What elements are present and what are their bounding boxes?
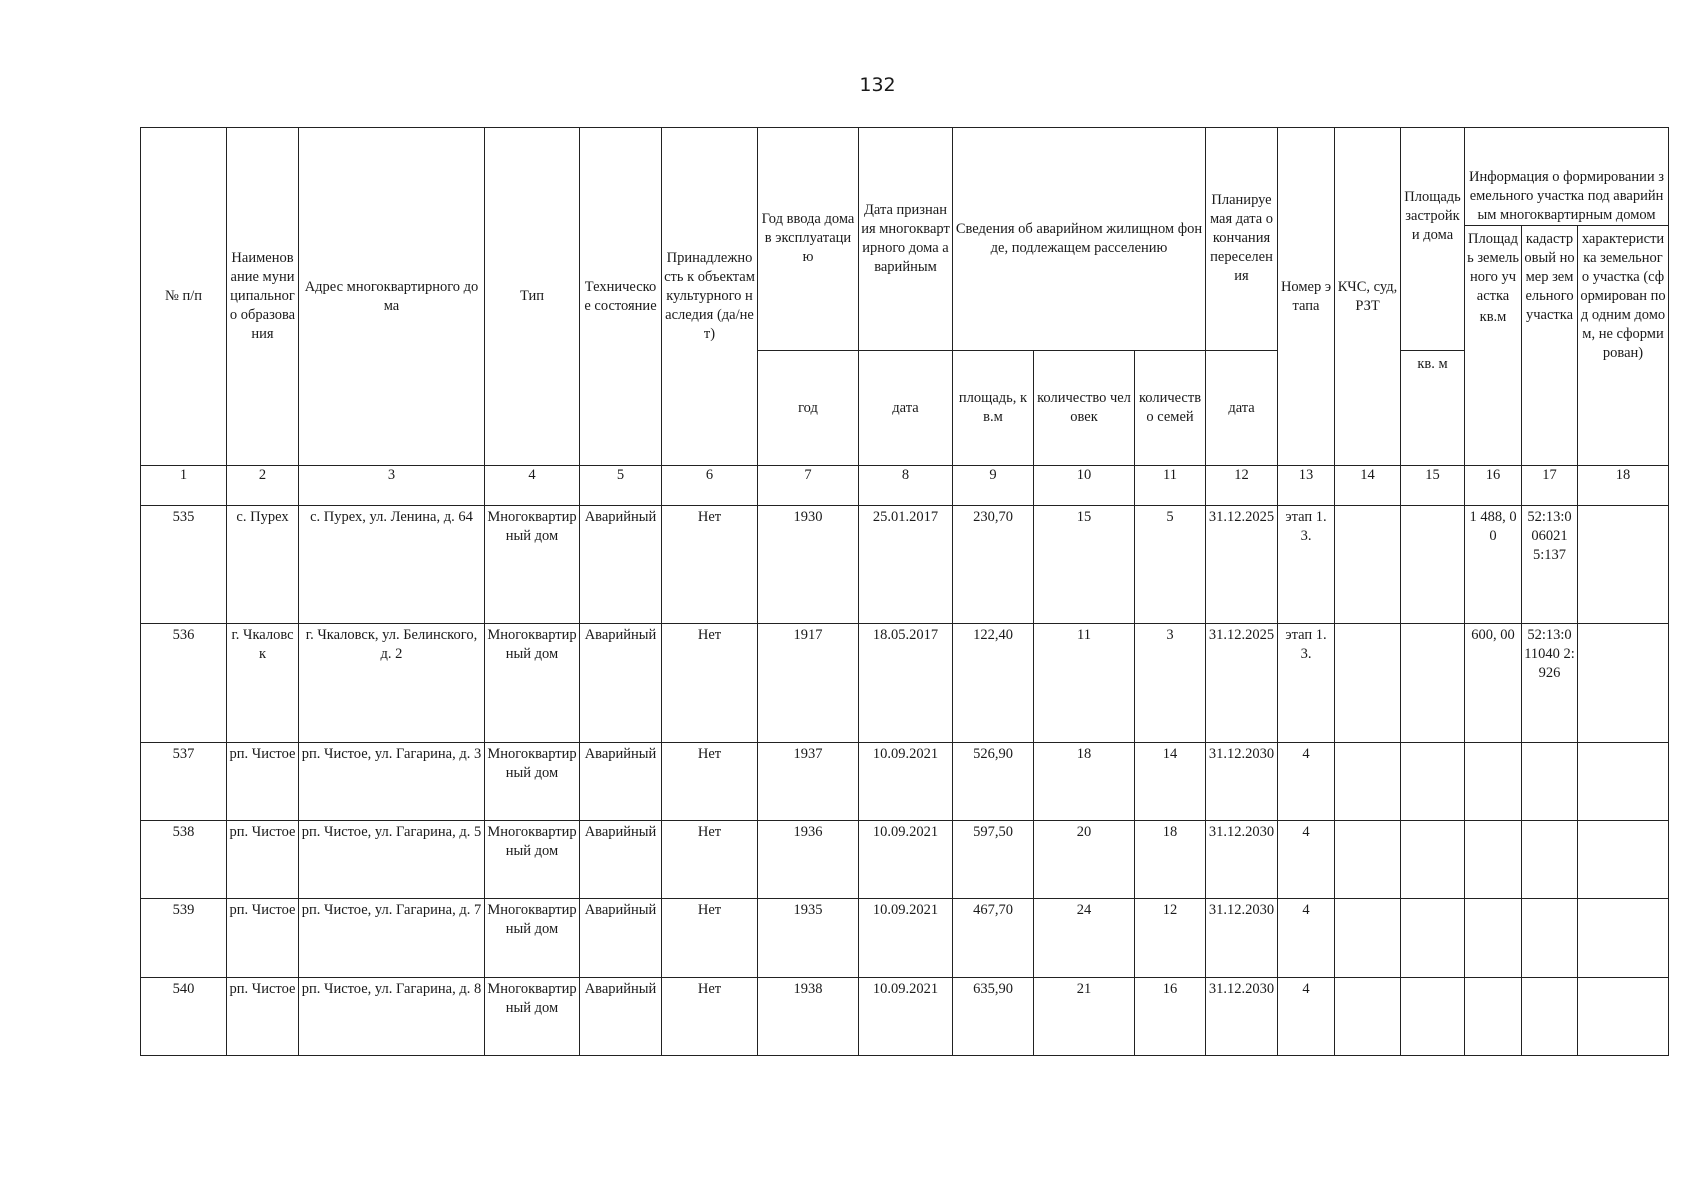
column-number: 10 <box>1034 466 1135 505</box>
column-number: 13 <box>1278 466 1335 505</box>
header-end-date: дата <box>1206 350 1278 465</box>
cell-kchs <box>1335 977 1401 1055</box>
cell-families: 14 <box>1135 742 1206 820</box>
cell-type: Многоквартирный дом <box>485 977 580 1055</box>
cell-number: 537 <box>141 742 227 820</box>
header-commission-year: Год ввода дома в эксплуатацию <box>758 128 859 351</box>
cell-people: 18 <box>1034 742 1135 820</box>
cell-area: 467,70 <box>953 899 1034 977</box>
cell-cadastral-number <box>1522 977 1578 1055</box>
cell-number: 538 <box>141 820 227 898</box>
header-land-area: Площадь земельного участка кв.м <box>1465 226 1522 466</box>
header-unit-building-area: кв. м <box>1401 350 1465 465</box>
header-family-count: количество семей <box>1135 350 1206 465</box>
cell-year: 1937 <box>758 742 859 820</box>
header-people-count: количество человек <box>1034 350 1135 465</box>
cell-date: 10.09.2021 <box>859 820 953 898</box>
cell-number: 539 <box>141 899 227 977</box>
cell-address: рп. Чистое, ул. Гагарина, д. 5 <box>299 820 485 898</box>
column-number: 18 <box>1578 466 1669 505</box>
cell-state: Аварийный <box>580 505 662 624</box>
table-row <box>141 505 1669 624</box>
cell-end-date: 31.12.2025 <box>1206 624 1278 743</box>
cell-state: Аварийный <box>580 820 662 898</box>
column-number: 7 <box>758 466 859 505</box>
cell-state: Аварийный <box>580 899 662 977</box>
cell-building-area <box>1401 820 1465 898</box>
cell-families: 18 <box>1135 820 1206 898</box>
cell-people: 21 <box>1034 977 1135 1055</box>
cell-families: 3 <box>1135 624 1206 743</box>
cell-area: 230,70 <box>953 505 1034 624</box>
cell-stage: этап 1.3. <box>1278 624 1335 743</box>
cell-type: Многоквартирный дом <box>485 505 580 624</box>
cell-municipality: рп. Чистое <box>227 977 299 1055</box>
cell-year: 1917 <box>758 624 859 743</box>
column-number: 2 <box>227 466 299 505</box>
cell-area: 635,90 <box>953 977 1034 1055</box>
cell-state: Аварийный <box>580 624 662 743</box>
cell-cadastral-number: 52:13:011040 2:926 <box>1522 624 1578 743</box>
header-address: Адрес многоквартирного дома <box>299 128 485 466</box>
cell-number: 540 <box>141 977 227 1055</box>
header-land-plot-info: Информация о формировании земельного участка под аварийным многоквартирным домом <box>1465 128 1669 226</box>
header-type: Тип <box>485 128 580 466</box>
column-number: 9 <box>953 466 1034 505</box>
cell-stage: 4 <box>1278 742 1335 820</box>
cell-address: рп. Чистое, ул. Гагарина, д. 7 <box>299 899 485 977</box>
cell-kchs <box>1335 505 1401 624</box>
cell-end-date: 31.12.2030 <box>1206 742 1278 820</box>
column-number: 12 <box>1206 466 1278 505</box>
page-number: 132 <box>859 74 896 96</box>
table-row <box>141 820 1669 898</box>
cell-end-date: 31.12.2030 <box>1206 820 1278 898</box>
table-row <box>141 624 1669 743</box>
cell-heritage: Нет <box>662 505 758 624</box>
cell-land-area: 1 488, 00 <box>1465 505 1522 624</box>
cell-people: 15 <box>1034 505 1135 624</box>
cell-end-date: 31.12.2030 <box>1206 977 1278 1055</box>
cell-building-area <box>1401 505 1465 624</box>
header-cultural-heritage: Принадлежность к объектам культурного наследия (да/нет) <box>662 128 758 466</box>
cell-state: Аварийный <box>580 977 662 1055</box>
cell-type: Многоквартирный дом <box>485 742 580 820</box>
header-emergency-date: Дата признания многоквартирного дома аварийным <box>859 128 953 351</box>
header-emergency-fund: Сведения об аварийном жилищном фонде, подлежащем расселению <box>953 128 1206 351</box>
cell-year: 1938 <box>758 977 859 1055</box>
cell-land-characteristic <box>1578 624 1669 743</box>
header-year: год <box>758 350 859 465</box>
cell-area: 526,90 <box>953 742 1034 820</box>
cell-area: 122,40 <box>953 624 1034 743</box>
cell-municipality: рп. Чистое <box>227 820 299 898</box>
cell-building-area <box>1401 742 1465 820</box>
header-stage-number: Номер этапа <box>1278 128 1335 466</box>
cell-municipality: с. Пурех <box>227 505 299 624</box>
cell-people: 20 <box>1034 820 1135 898</box>
cell-state: Аварийный <box>580 742 662 820</box>
cell-stage: 4 <box>1278 899 1335 977</box>
cell-year: 1936 <box>758 820 859 898</box>
table-row <box>141 977 1669 1055</box>
cell-land-area <box>1465 742 1522 820</box>
cell-stage: этап 1.3. <box>1278 505 1335 624</box>
cell-building-area <box>1401 624 1465 743</box>
column-number: 6 <box>662 466 758 505</box>
cell-date: 25.01.2017 <box>859 505 953 624</box>
cell-kchs <box>1335 624 1401 743</box>
column-number: 1 <box>141 466 227 505</box>
header-municipality: Наименование муниципального образования <box>227 128 299 466</box>
cell-families: 16 <box>1135 977 1206 1055</box>
cell-land-characteristic <box>1578 742 1669 820</box>
cell-year: 1930 <box>758 505 859 624</box>
cell-end-date: 31.12.2025 <box>1206 505 1278 624</box>
cell-building-area <box>1401 899 1465 977</box>
column-number: 15 <box>1401 466 1465 505</box>
cell-land-area <box>1465 977 1522 1055</box>
header-row-1 <box>141 128 1669 226</box>
cell-type: Многоквартирный дом <box>485 624 580 743</box>
header-area-sqm: площадь, кв.м <box>953 350 1034 465</box>
cell-cadastral-number: 52:13:006021 5:137 <box>1522 505 1578 624</box>
cell-kchs <box>1335 820 1401 898</box>
header-technical-state: Техническое состояние <box>580 128 662 466</box>
column-number: 11 <box>1135 466 1206 505</box>
header-planned-end-date: Планируемая дата окончания переселения <box>1206 128 1278 351</box>
cell-people: 24 <box>1034 899 1135 977</box>
cell-land-characteristic <box>1578 820 1669 898</box>
cell-land-characteristic <box>1578 977 1669 1055</box>
column-number: 4 <box>485 466 580 505</box>
column-number: 14 <box>1335 466 1401 505</box>
cell-cadastral-number <box>1522 899 1578 977</box>
header-building-area: Площадь застройки дома <box>1401 128 1465 351</box>
cell-heritage: Нет <box>662 899 758 977</box>
cell-land-area <box>1465 820 1522 898</box>
cell-heritage: Нет <box>662 742 758 820</box>
cell-heritage: Нет <box>662 977 758 1055</box>
cell-date: 10.09.2021 <box>859 899 953 977</box>
cell-date: 10.09.2021 <box>859 742 953 820</box>
cell-type: Многоквартирный дом <box>485 899 580 977</box>
cell-stage: 4 <box>1278 977 1335 1055</box>
header-land-characteristic: характеристика земельного участка (сформирован под одним домом, не сформирован) <box>1578 226 1669 466</box>
cell-land-area: 600, 00 <box>1465 624 1522 743</box>
cell-municipality: рп. Чистое <box>227 899 299 977</box>
cell-stage: 4 <box>1278 820 1335 898</box>
cell-number: 536 <box>141 624 227 743</box>
cell-number: 535 <box>141 505 227 624</box>
column-number-row <box>141 466 1669 505</box>
cell-land-characteristic <box>1578 899 1669 977</box>
cell-type: Многоквартирный дом <box>485 820 580 898</box>
column-number: 5 <box>580 466 662 505</box>
cell-heritage: Нет <box>662 820 758 898</box>
cell-date: 10.09.2021 <box>859 977 953 1055</box>
cell-area: 597,50 <box>953 820 1034 898</box>
header-row-number: № п/п <box>141 128 227 466</box>
cell-kchs <box>1335 899 1401 977</box>
cell-address: г. Чкаловск, ул. Белинского, д. 2 <box>299 624 485 743</box>
cell-building-area <box>1401 977 1465 1055</box>
cell-land-area <box>1465 899 1522 977</box>
cell-address: рп. Чистое, ул. Гагарина, д. 3 <box>299 742 485 820</box>
header-unit-land-area: кв.м <box>1479 309 1507 326</box>
cell-heritage: Нет <box>662 624 758 743</box>
column-number: 17 <box>1522 466 1578 505</box>
cell-end-date: 31.12.2030 <box>1206 899 1278 977</box>
cell-families: 12 <box>1135 899 1206 977</box>
cell-families: 5 <box>1135 505 1206 624</box>
cell-cadastral-number <box>1522 742 1578 820</box>
cell-kchs <box>1335 742 1401 820</box>
cell-municipality: г. Чкаловск <box>227 624 299 743</box>
cell-municipality: рп. Чистое <box>227 742 299 820</box>
cell-cadastral-number <box>1522 820 1578 898</box>
cell-address: с. Пурех, ул. Ленина, д. 64 <box>299 505 485 624</box>
column-number: 8 <box>859 466 953 505</box>
cell-date: 18.05.2017 <box>859 624 953 743</box>
header-date: дата <box>859 350 953 465</box>
cell-people: 11 <box>1034 624 1135 743</box>
cell-year: 1935 <box>758 899 859 977</box>
cell-land-characteristic <box>1578 505 1669 624</box>
emergency-housing-table <box>140 127 1669 1056</box>
header-kchs: КЧС, суд, РЗТ <box>1335 128 1401 466</box>
table-row <box>141 742 1669 820</box>
cell-address: рп. Чистое, ул. Гагарина, д. 8 <box>299 977 485 1055</box>
table-row <box>141 899 1669 977</box>
column-number: 16 <box>1465 466 1522 505</box>
header-cadastral-number: кадастровый номер земельного участка <box>1522 226 1578 466</box>
column-number: 3 <box>299 466 485 505</box>
